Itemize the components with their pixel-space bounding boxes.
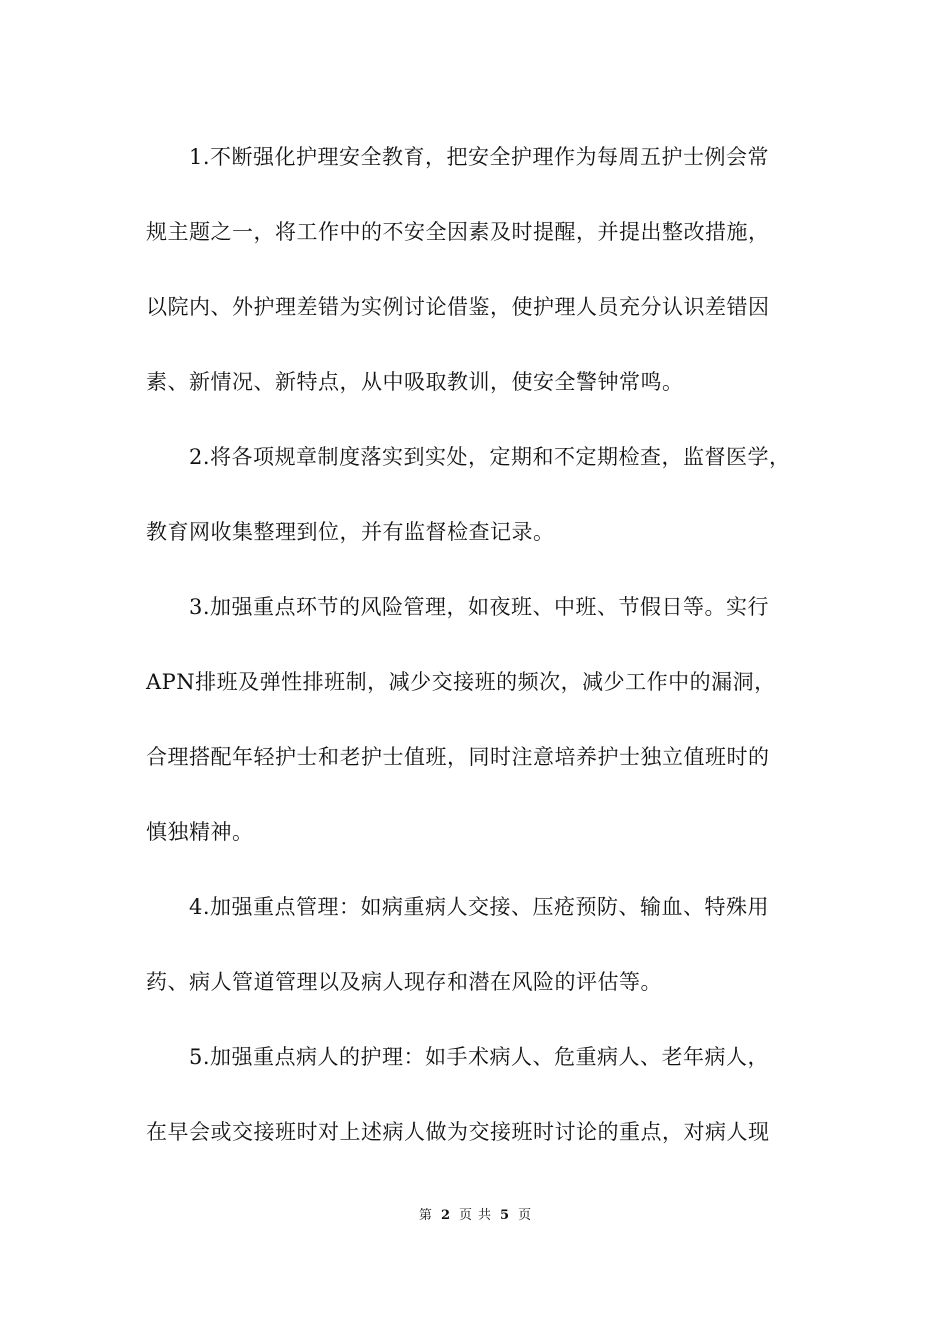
paragraph-5-line-2: 在早会或交接班时对上述病人做为交接班时讨论的重点，对病人现 xyxy=(146,1120,770,1144)
page-footer xyxy=(0,1207,950,1225)
footer-suffix: 页 xyxy=(518,1208,532,1223)
paragraph-1-line-4: 素、新情况、新特点，从中吸取教训，使安全警钟常鸣。 xyxy=(146,370,684,394)
footer-page-word: 页 xyxy=(458,1208,472,1223)
footer-prefix: 第 xyxy=(418,1208,432,1223)
paragraph-4-line-1: 4.加强重点管理：如病重病人交接、压疮预防、输血、特殊用 xyxy=(189,895,770,919)
paragraph-3-line-4: 慎独精神。 xyxy=(146,820,254,844)
paragraph-1-line-3: 以院内、外护理差错为实例讨论借鉴，使护理人员充分认识差错因 xyxy=(146,295,770,319)
footer-current-page: 2 xyxy=(440,1208,450,1223)
paragraph-5-line-1: 5.加强重点病人的护理：如手术病人、危重病人、老年病人， xyxy=(189,1045,770,1069)
paragraph-1-line-1: 1.不断强化护理安全教育，把安全护理作为每周五护士例会常 xyxy=(189,145,770,169)
footer-total-pages: 5 xyxy=(500,1208,510,1223)
paragraph-3-line-3: 合理搭配年轻护士和老护士值班，同时注意培养护士独立值班时的 xyxy=(146,745,770,769)
paragraph-3-line-2: APN排班及弹性排班制，减少交接班的频次，减少工作中的漏洞， xyxy=(146,670,776,694)
paragraph-4-line-2: 药、病人管道管理以及病人现存和潜在风险的评估等。 xyxy=(146,970,662,994)
paragraph-2-line-2: 教育网收集整理到位，并有监督检查记录。 xyxy=(146,520,555,544)
paragraph-3-line-1: 3.加强重点环节的风险管理，如夜班、中班、节假日等。实行 xyxy=(189,595,770,619)
paragraph-2-line-1: 2.将各项规章制度落实到实处，定期和不定期检查，监督医学， xyxy=(189,445,791,469)
paragraph-1-line-2: 规主题之一，将工作中的不安全因素及时提醒，并提出整改措施， xyxy=(146,220,770,244)
footer-total-word: 共 xyxy=(478,1208,492,1223)
